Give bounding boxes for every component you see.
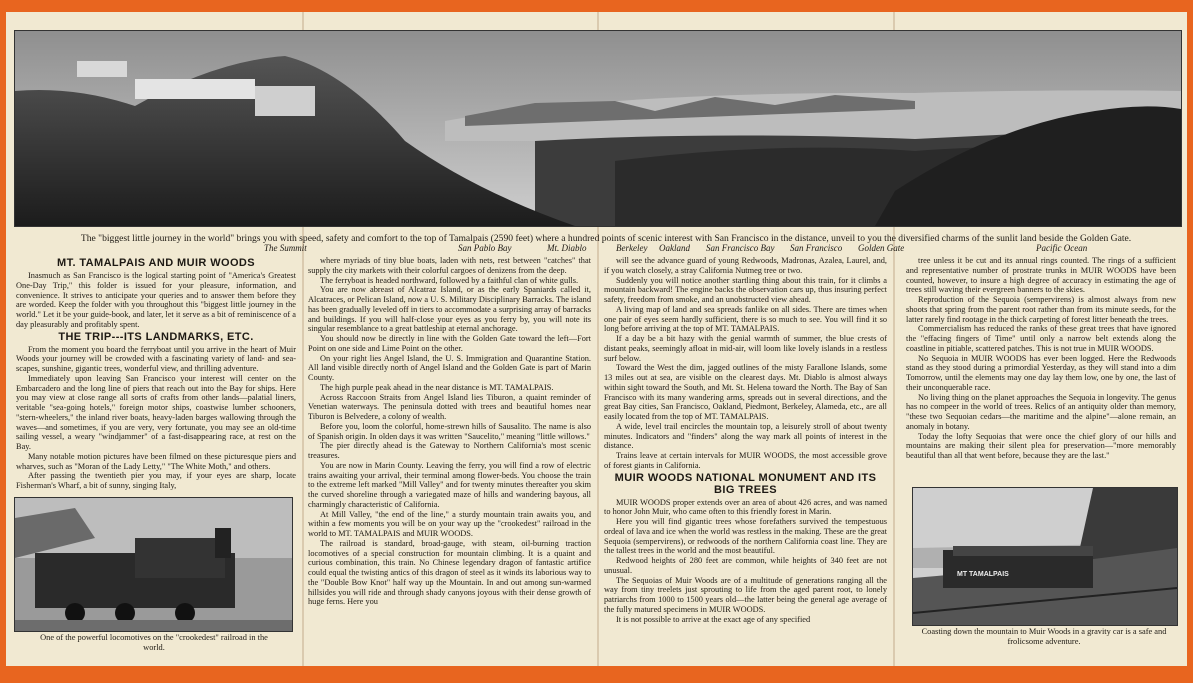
car-sign: MT TAMALPAIS <box>957 571 1009 578</box>
landmark-label: Golden Gate <box>858 243 905 253</box>
paragraph: The pier directly ahead is the Gateway to Northern California's most scenic treasures. <box>308 441 591 460</box>
paragraph: Before you, loom the colorful, home-strewn hills of Sausalito. The name is also of Spanish origin. In olden days it was written "Saucelito," meaning "little willows." <box>308 421 591 441</box>
landmark-label: Oakland <box>659 243 690 253</box>
paragraph: Toward the West the dim, jagged outlines of the misty Farallone Islands, some 13 miles out at sea, are visible on the clearest days. Mt. Diablo is almost always within sight toward the South, and Mt. St. Helena toward the North. The Bay of San Francisco with its many wandering arms, spreads out in several directions, and the great Bay cities, San Francisco, Oakland, Piedmont, Berkeley, Alameda, etc., are all easily located from the top of MT. TAMALPAIS. <box>604 363 887 421</box>
paragraph: If a day be a bit hazy with the genial warmth of summer, the blue crests of distant peaks, seemingly afloat in mid-air, will loom like lovely islands in a restless surf below. <box>604 334 887 363</box>
section-heading: THE TRIP---ITS LANDMARKS, ETC. <box>58 330 254 343</box>
paragraph: It is not possible to arrive at the exact age of any specified <box>616 614 811 624</box>
landmark-label: Mt. Diablo <box>547 243 587 253</box>
locomotive-photo <box>14 497 293 632</box>
paragraph: You are now in Marin County. Leaving the ferry, you will find a row of electric trains awaiting your arrival, their terminal among flower-beds. You choose the train to the extreme left marked "Mill Valley" and for twenty minutes thereafter you skim the curved shoreline through a variegated maze of hills and wandering bayous, all charmingly characteristic of California. <box>308 460 591 509</box>
paragraph: No living thing on the planet approaches the Sequoia in longevity. The genus has no compeer in the world of trees. Relics of an antiquity older than memory, "these two Sequoian cedars—the maritime and the alpine"—alone remain, an anomaly in botany. <box>906 392 1176 431</box>
landmark-label: The Summit <box>264 243 307 253</box>
paragraph: From the moment you board the ferryboat until you arrive in the heart of Muir Woods your journey will be crowded with a fascinating variety of land- and sea-scapes, sunshine, gigantic trees, wonderful view, and thrilling adventure. <box>16 344 296 373</box>
paragraph: Across Raccoon Straits from Angel Island lies Tiburon, a quaint reminder of Venetian waterways. The peninsula dotted with trees and beautiful homes near Tiburon is Belvedere, a colony of wealth. <box>308 392 591 421</box>
photo-caption: Coasting down the mountain to Muir Woods in a gravity car is a safe and frolicsome adventure. <box>921 627 1167 646</box>
paragraph: You should now be directly in line with the Golden Gate toward the left—Fort Point on one side and Lime Point on the other. <box>308 334 591 353</box>
paragraph: Reproduction of the Sequoia (sempervirens) is almost always from new shoots that spring from the parent root rather than from its minute seeds, for the latter rarely find rootage in the thick carpeting of forest litter beneath the trees. <box>906 295 1176 324</box>
landmark-label: San Francisco Bay <box>706 243 775 253</box>
landmark-label: San Pablo Bay <box>458 243 512 253</box>
paragraph: The ferryboat is headed northward, followed by a faithful clan of white gulls. <box>320 275 579 285</box>
landmark-label: Berkeley <box>616 243 648 253</box>
paragraph: A living map of land and sea spreads fanlike on all sides. There are times when one pair of eyes seem hardly sufficient, there is so much to see. You will find it so long before arriving at the top of MT. TAMALPAIS. <box>604 304 887 334</box>
paragraph: The railroad is standard, broad-gauge, with steam, oil-burning traction locomotives of a special construction for mountain climbing. It is a quaint and curious combination, this train. No Chinese legendary dragon of fantastic artifice could equal the twisting antics of this dragon of steel as it winds its laborious way to the "Double Bow Knot" half way up the Mountain. In and out among sun-warmed hillsides you will ride and through shady canyons joyous with their dense growth of huge ferns. Here you <box>308 538 591 607</box>
paragraph: Today the lofty Sequoias that were once the chief glory of our hills and mountains are making their silent plea for preservation—"more memorably beautiful than all that went before, because they are the last." <box>906 431 1176 460</box>
landmark-label: Pacific Ocean <box>1036 243 1088 253</box>
paragraph: Redwood heights of 280 feet are common, while heights of 340 feet are not unusual. <box>604 556 887 575</box>
panorama-caption: The "biggest little journey in the world" brings you with speed, safety and comfort to the top of Tamalpais (2590 feet) where a hundred points of scenic interest with San Francisco in the distance, unveil to you the diversified charms of the sunlit land beside the Golden Gate. <box>80 233 1132 244</box>
paragraph: MUIR WOODS proper extends over an area of about 426 acres, and was named to honor John Muir, who came often to this friendly forest in Marin. <box>604 497 887 517</box>
paragraph: Many notable motion pictures have been filmed on these picturesque piers and wharves, such as "Moran of the Lady Letty," "The White Moth," and others. <box>16 451 296 471</box>
panorama-photo <box>14 30 1182 227</box>
section-heading: MUIR WOODS NATIONAL MONUMENT AND ITS BIG TREES <box>614 471 877 496</box>
brochure-sheet <box>6 12 1187 666</box>
landmark-labels <box>6 243 1187 255</box>
paragraph: Commercialism has reduced the ranks of these great trees that have ignored the "effacing fingers of Time" until only a narrow belt extends along the coastline in pitiable, scattered patches. This is not true in MUIR WOODS. <box>906 324 1176 353</box>
paragraph: will see the advance guard of young Redwoods, Madronas, Azalea, Laurel, and, if you watch closely, a stray California Nutmeg tree or two. <box>604 256 887 275</box>
paragraph: The high purple peak ahead in the near distance is MT. TAMALPAIS. <box>320 382 554 392</box>
paragraph: Suddenly you will notice another startling thing about this train, for it climbs a mountain backward! The engine backs the observation cars up, thus insuring perfect safety, freedom from smoke, and an unobstructed view ahead. <box>604 275 887 304</box>
landmark-label: San Francisco <box>790 243 843 253</box>
paragraph: The Sequoias of Muir Woods are of a multitude of generations ranging all the way from tiny treelets just sprouting to life from the aged parent root, to lonely patriarchs from 1000 to 1500 years old—the latter being the general age average of the fully matured specimens in MUIR WOODS. <box>604 575 887 614</box>
column-2 <box>308 256 591 662</box>
gravity-car-photo <box>912 487 1178 626</box>
paragraph: You are now abreast of Alcatraz Island, or as the early Spaniards called it, Alcatraces, or Pelican Island, now a U. S. Military Disciplinary Barracks. The island has been gradually leveled off in tiers to accommodate a surprising array of barracks and buildings. If you will half-close your eyes as you ferry by, you will note its singular resemblance to a great battleship at eternal anchorage. <box>308 285 591 334</box>
paragraph: Immediately upon leaving San Francisco your interest will center on the Embarcadero and the long line of piers that reach out into the Bay for ships. Here you may view at close range all sorts of crafts from other lands—palatial liners, veritable "sea-going hotels," foreign motor ships, coastwise lumber schooners, "stern-wheelers," the inland river boats, heavy-laden barges wallowing through the waves—and sometimes, if you are very, very fortunate, you may see an old-time sailing vessel, a weary "windjammer" of a fast-disappearing race, at rest on the Bay. <box>16 373 296 451</box>
paragraph: At Mill Valley, "the end of the line," a sturdy mountain train awaits you, and within a few moments you will be on your way up the "crookedest" railroad in the world to MT. TAMALPAIS and MUIR WOODS. <box>308 509 591 538</box>
paragraph: Inasmuch as San Francisco is the logical starting point of "America's Greatest One-Day Trip," this folder is issued for your pleasure, information, and convenience. It strives to anticipate your queries and to answer them before they are worded. Keep the folder with you throughout this "biggest little journey in the world." Let it be your guide-book, and later, let it serve as a bit of reminiscence of a day pleasurably and profitably spent. <box>16 271 296 329</box>
paragraph: Trains leave at certain intervals for MUIR WOODS, the most accessible grove of forest giants in California. <box>604 451 887 470</box>
paragraph: No Sequoia in MUIR WOODS has ever been logged. Here the Redwoods stand as they stood during a primordial Yesterday, as they will stand into a dim Tomorrow, until the elements may one day lay them low, one by one, the last of their unconquerable race. <box>906 353 1176 392</box>
section-title: MT. TAMALPAIS AND MUIR WOODS <box>57 257 255 269</box>
paragraph: On your right lies Angel Island, the U. S. Immigration and Quarantine Station. All land visible directly north of Angel Island and the Golden Gate is part of Marin County. <box>308 353 591 382</box>
column-3 <box>604 256 887 662</box>
paragraph: A wide, level trail encircles the mountain top, a leisurely stroll of about twenty minutes. Indicators and "finders" along the way mark all points of interest in the distance. <box>604 421 887 451</box>
paragraph: where myriads of tiny blue boats, laden with nets, rest between "catches" that supply the city markets with their colorful cargoes of denizens from the deep. <box>308 256 591 275</box>
column-4 <box>906 256 1176 484</box>
paragraph: Here you will find gigantic trees whose forefathers survived the tempestuous ordeal of lava and ice when the world was restless in the making. These are the great Sequoia (sempervirens), or redwoods of the northern California coast line. They are the tallest trees in the world and the most beautiful. <box>604 517 887 556</box>
paragraph: After passing the twentieth pier you may, if your eyes are sharp, locate Fisherman's Wharf, a bit of sunny, singing Italy, <box>16 471 296 490</box>
photo-caption: One of the powerful locomotives on the "crookedest" railroad in the world. <box>40 633 268 652</box>
column-1 <box>16 256 296 516</box>
paragraph: tree unless it be cut and its annual rings counted. The rings of a sufficient and representative number of prostrate trunks in MUIR WOODS have been counted, however, to insure a high degree of accuracy in estimating the age of trees still waving their evergreen banners to the skies. <box>906 256 1176 295</box>
